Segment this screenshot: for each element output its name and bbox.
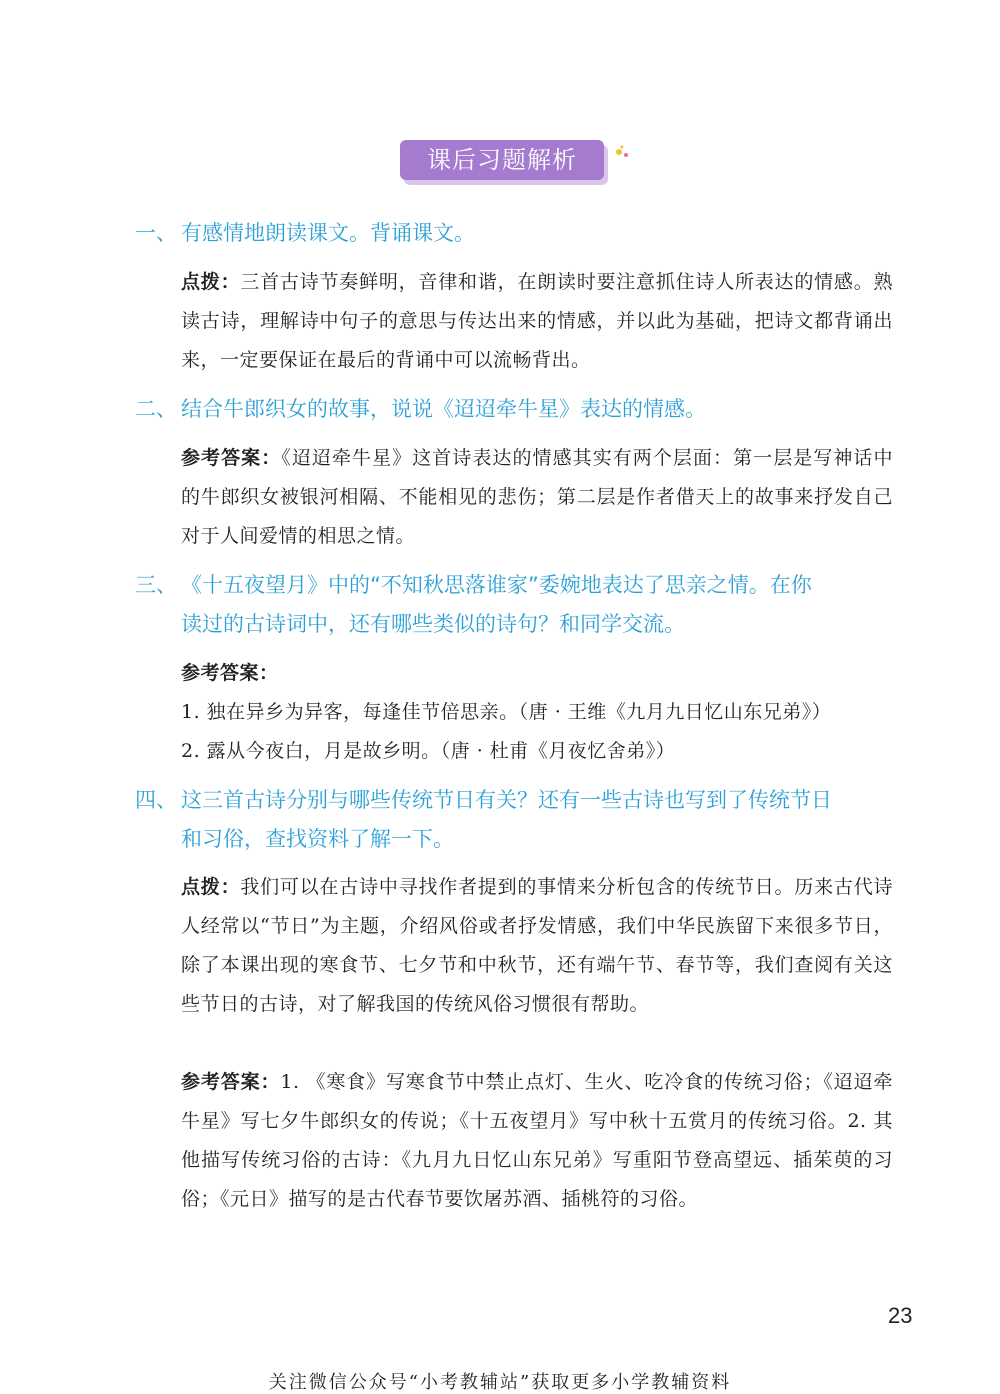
section-title-badge [400,140,610,186]
answer-2 [181,439,893,556]
answer-text: 《迢迢牵牛星》这首诗表达的情感其实有两个层面：第一层是写神话中的牛郎织女被银河相隔、不能相见的悲伤；第二层是作者借天上的故事来抒发自己对于人间爱情的相思之情。 [181,447,893,547]
section-title: 课后习题解析 [400,140,604,180]
question-text-line-1: 这三首古诗分别与哪些传统节日有关？还有一些古诗也写到了传统节日 [181,788,832,812]
question-text-line-2: 和习俗，查找资料了解一下。 [181,827,454,851]
answer-text: 1. 《寒食》写寒食节中禁止点灯、生火、吃冷食的传统习俗；《迢迢牵牛星》写七夕牛郎织女的传说；《十五夜望月》写中秋十五赏月的传统习俗。2. 其他描写传统习俗的古诗：《九月九日忆山东兄弟》写重阳节登高望远、插茱萸的习俗；《元日》描写的是古代春节要饮屠苏酒、插桃符的习俗。 [181,1071,893,1210]
answer-4-reference [181,1063,893,1219]
hint-text: 我们可以在古诗中寻找作者提到的事情来分析包含的传统节日。历来古代诗人经常以“节日”为主题，介绍风俗或者抒发情感，我们中华民族留下来很多节日，除了本课出现的寒食节、七夕节和中秋节，还有端午节、春节等，我们查阅有关这些节日的古诗，对了解我国的传统风俗习惯很有帮助。 [181,876,893,1015]
question-3 [135,566,895,644]
question-text: 结合牛郎织女的故事，说说《迢迢牵牛星》表达的情感。 [181,397,706,421]
question-1 [135,214,895,253]
question-text-line-2: 读过的古诗词中，还有哪些类似的诗句？和同学交流。 [181,612,685,636]
question-text: 有感情地朗读课文。背诵课文。 [181,221,475,245]
answer-item-1: 1. 独在异乡为异客，每逢佳节倍思亲。（唐 · 王维《九月九日忆山东兄弟》） [181,701,832,723]
page-number: 23 [888,1303,913,1328]
answer-item-2: 2. 露从今夜白，月是故乡明。（唐 · 杜甫《月夜忆舍弟》） [181,740,676,762]
question-number: 四、 [135,788,177,812]
answer-3 [181,654,893,771]
hint-text: 三首古诗节奏鲜明，音律和谐，在朗读时要注意抓住诗人所表达的情感。熟读古诗，理解诗中句子的意思与传达出来的情感，并以此为基础，把诗文都背诵出来，一定要保证在最后的背诵中可以流畅背出。 [181,271,893,371]
answer-label: 参考答案： [181,447,282,469]
decorative-dots-icon [612,144,632,164]
question-4 [135,781,895,859]
question-number: 二、 [135,397,177,421]
hint-label: 点拨： [181,876,241,898]
answer-4-hint [181,868,893,1024]
question-2 [135,390,895,429]
answer-label: 参考答案： [181,662,279,684]
question-text-line-1: 《十五夜望月》中的“不知秋思落谁家”委婉地表达了思亲之情。在你 [181,573,812,597]
footer-note: 关注微信公众号“小考教辅站”获取更多小学教辅资料 [268,1372,732,1393]
hint-label: 点拨： [181,271,241,293]
answer-label: 参考答案： [181,1071,281,1093]
answer-1 [181,263,893,380]
question-number: 三、 [135,573,177,597]
question-number: 一、 [135,221,177,245]
